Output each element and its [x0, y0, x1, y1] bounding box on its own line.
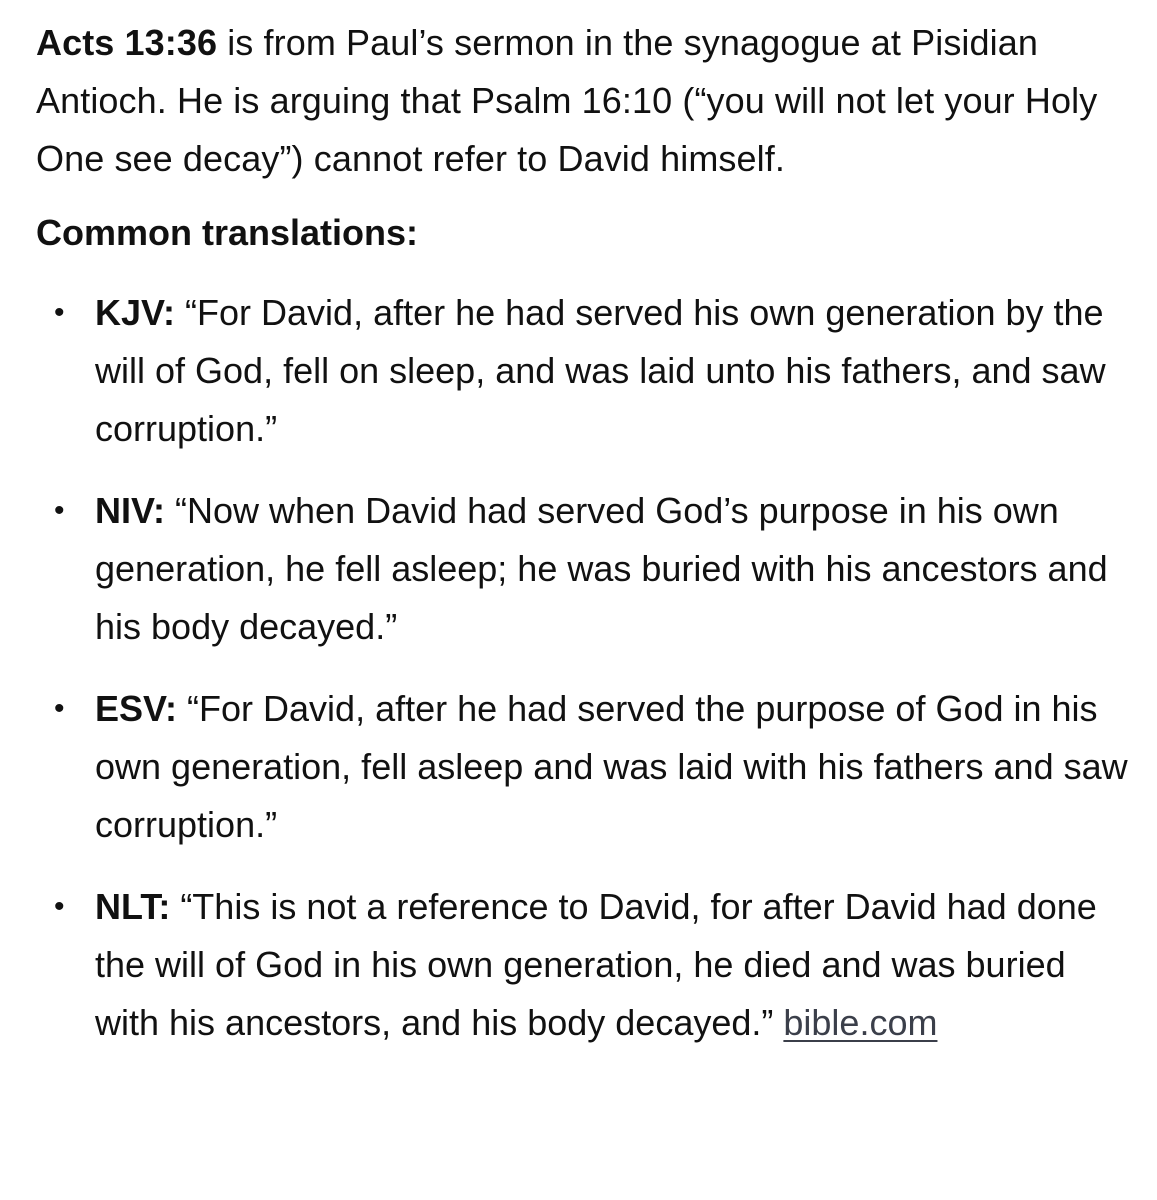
section-heading: Common translations:	[36, 212, 419, 253]
translation-text: “For David, after he had served his own generation by the will of God, fell on sleep, and was laid unto his fathers, and saw corruption.”	[95, 292, 1106, 449]
bullet-icon: •	[54, 296, 65, 329]
bullet-icon: •	[54, 890, 65, 923]
translations-list	[36, 284, 1129, 1052]
list-item-kjv	[36, 284, 1129, 458]
translation-text: “This is not a reference to David, for after David had done the will of God in his own generation, he died and was buried with his ancestors, and his body decayed.”	[95, 886, 1097, 1043]
translation-text: “Now when David had served God’s purpose in his own generation, he fell asleep; he was buried with his ancestors and his body decayed.”	[95, 490, 1108, 647]
bullet-icon: •	[54, 494, 65, 527]
bullet-icon: •	[54, 692, 65, 725]
list-item-niv	[36, 482, 1129, 656]
translation-text: “For David, after he had served the purpose of God in his own generation, fell asleep and was laid with his fathers and saw corruption.”	[95, 688, 1128, 845]
translation-label: KJV:	[95, 292, 176, 333]
list-item-esv	[36, 680, 1129, 854]
intro-text: is from Paul’s sermon in the synagogue at Pisidian Antioch. He is arguing that Psalm 16:10 (“you will not let your Holy One see decay”) cannot refer to David himself.	[36, 22, 1098, 179]
source-link[interactable]: bible.com	[783, 1002, 938, 1043]
translation-label: NIV:	[95, 490, 166, 531]
translation-label: NLT:	[95, 886, 171, 927]
list-item-nlt	[36, 878, 1129, 1052]
translation-label: ESV:	[95, 688, 178, 729]
intro-reference: Acts 13:36	[36, 22, 218, 63]
intro-paragraph	[36, 14, 1129, 188]
